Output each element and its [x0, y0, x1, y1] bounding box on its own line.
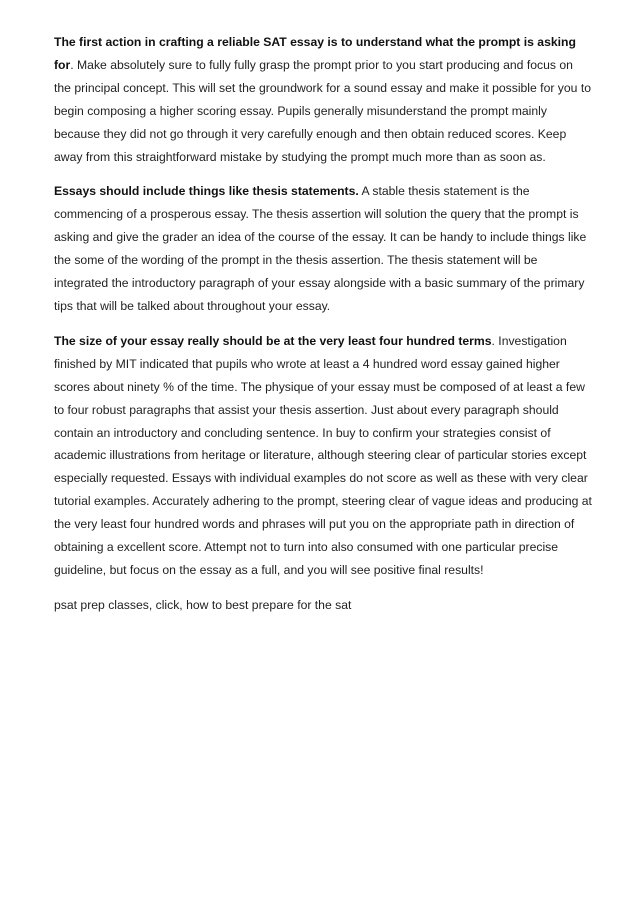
paragraph-text: A stable thesis statement is the commencing of a prosperous essay. The thesis assertion will solution the query that the prompt is asking and give the grader an idea of the course of the essay. It can be handy to include things like the some of the wording of the prompt in the thesis assertion. The thesis statement will be integrated the introductory paragraph of your essay alongside with a basic summary of the primary tips that will be talked about throughout your essay. [54, 184, 587, 313]
related-tags-line: psat prep classes, click, how to best prepare for the sat [54, 597, 352, 612]
paragraph-lead: The size of your essay really should be at the very least four hundred terms [54, 333, 492, 348]
paragraph-lead: The first action in crafting a reliable SAT essay is to understand what the prompt is asking for [54, 35, 576, 72]
paragraph-thesis-statements [54, 180, 592, 317]
paragraph-understand-prompt [54, 31, 592, 168]
document-body [54, 31, 592, 617]
paragraph-lead: Essays should include things like thesis statements. [54, 184, 359, 199]
paragraph-text: . Make absolutely sure to fully fully grasp the prompt prior to you start producing and focus on the principal concept. This will set the groundwork for a sound essay and make it possible for you to begin composing a higher scoring essay. Pupils generally misunderstand the prompt mainly because they did not go through it very carefully enough and then obtain reduced scores. Keep away from this straightforward mistake by studying the prompt much more than as soon as. [54, 57, 591, 164]
paragraph-text: . Investigation finished by MIT indicated that pupils who wrote at least a 4 hundred word essay gained higher scores about ninety % of the time. The physique of your essay must be composed of at least a few to four robust paragraphs that assist your thesis assertion. Just about every paragraph should contain an introductory and concluding sentence. In buy to confirm your strategies consist of academic illustrations from heritage or literature, although steering clear of particular stories except especially requested. Essays with individual examples do not score as well as these with very clear tutorial examples. Accurately adhering to the prompt, steering clear of vague ideas and producing at the very least four hundred words and phrases will put you on the appropriate path in direction of obtaining a excellent score. Attempt not to turn into also consumed with one particular precise guideline, but focus on the essay as a full, and you will see positive final results! [54, 333, 592, 577]
paragraph-essay-size [54, 330, 592, 582]
